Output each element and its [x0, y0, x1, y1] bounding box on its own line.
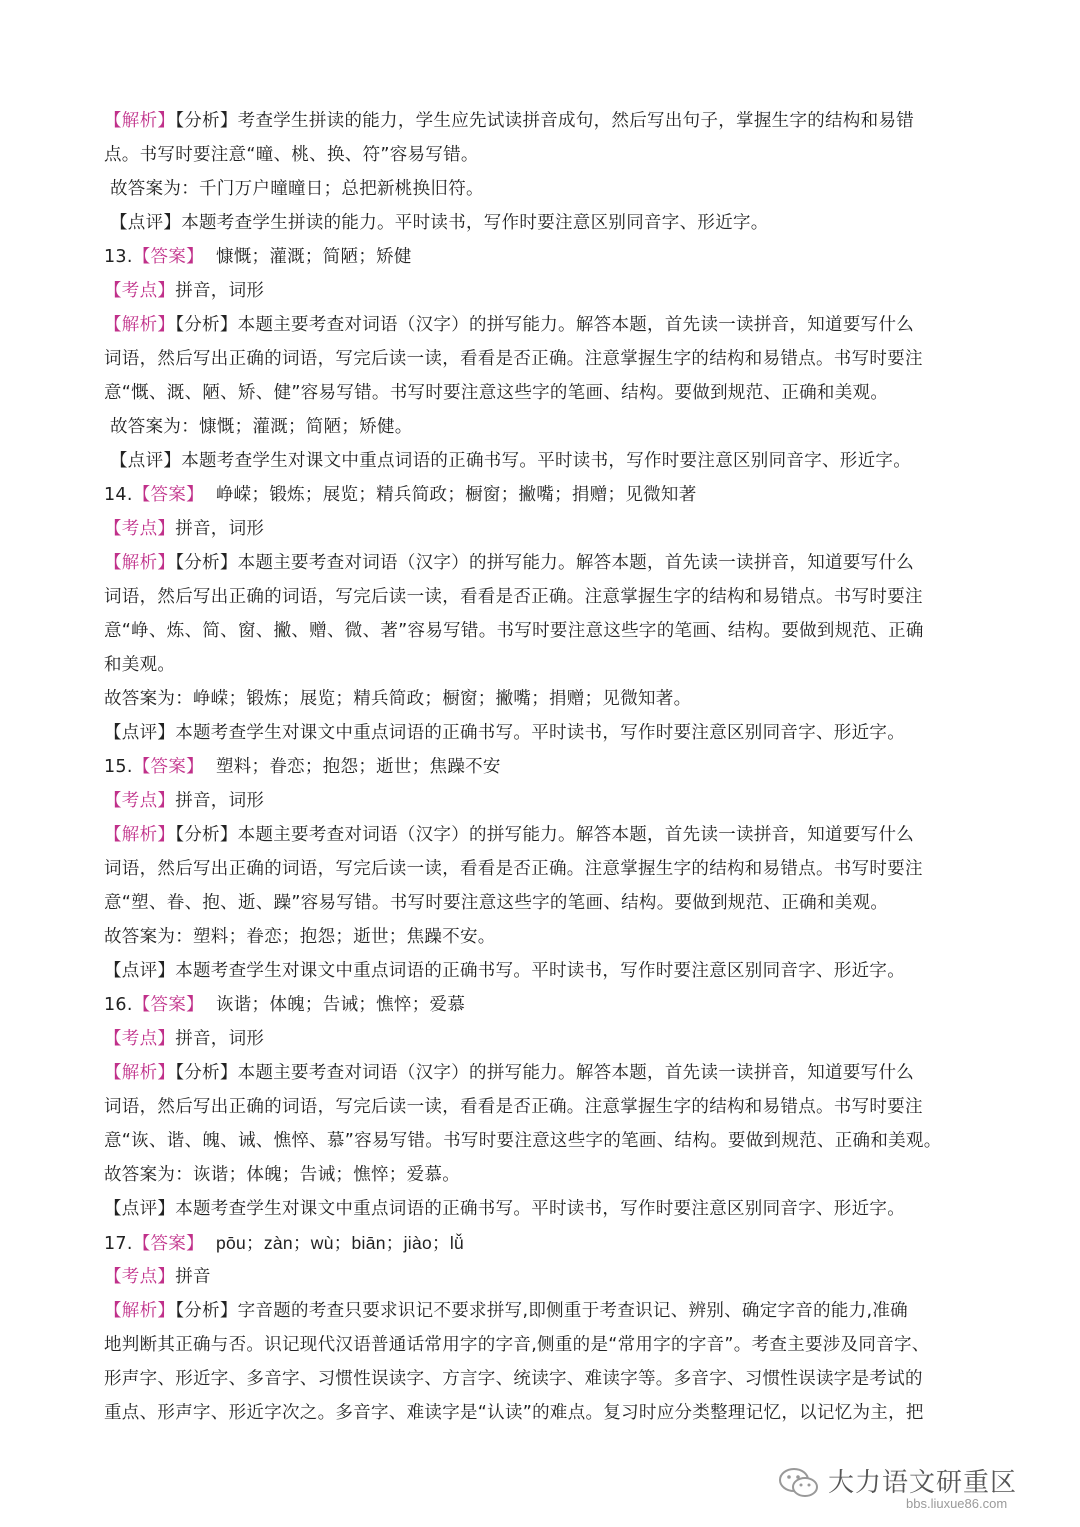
kaodian-text: 拼音，词形 — [175, 519, 265, 539]
question-number: 15. — [104, 757, 133, 777]
jiexi-text: 字音题的考查只要求识记不要求拼写,即侧重于考查识记、辨别、确定字音的能力,准确 — [237, 1301, 908, 1321]
watermark — [778, 1454, 1068, 1518]
daan-label: 【答案】 — [132, 247, 204, 267]
kaodian-label: 【考点】 — [104, 1267, 176, 1287]
dianping-text: 本题考查学生对课文中重点词语的正确书写。平时读书，写作时要注意区别同音字、形近字。 — [175, 961, 905, 981]
q15-kaodian — [104, 784, 980, 818]
q16-jiexi-line1 — [104, 1056, 980, 1090]
q17-jiexi-line3: 形声字、形近字、多音字、习惯性误读字、方言字、统读字、难读字等。多音字、习惯性误读字是考试的 — [104, 1369, 923, 1389]
kaodian-text: 拼音 — [175, 1267, 211, 1287]
dianping-label: 【点评】 — [104, 723, 176, 743]
jiexi-text: 本题主要考查对词语（汉字）的拼写能力。解答本题，首先读一读拼音，知道要写什么 — [237, 1063, 915, 1083]
kaodian-text: 拼音，词形 — [175, 1029, 265, 1049]
q14-jiexi-line4: 和美观。 — [104, 655, 176, 675]
dianping-label: 【点评】 — [110, 451, 182, 471]
q13-kaodian — [104, 274, 980, 308]
kaodian-text: 拼音，词形 — [175, 791, 265, 811]
q14-dianping — [104, 716, 980, 750]
q17-kaodian — [104, 1260, 980, 1294]
q13-jiexi-line1 — [104, 308, 980, 342]
q13-answer — [104, 240, 980, 274]
dianping-label: 【点评】 — [104, 1199, 176, 1219]
fenxi-label: 【分析】 — [175, 825, 238, 845]
q13-answer-line: 故答案为：慷慨；灌溉；简陋；矫健。 — [110, 417, 413, 437]
daan-label: 【答案】 — [132, 1234, 204, 1254]
fenxi-label: 【分析】 — [175, 1301, 238, 1321]
fenxi-label: 【分析】 — [175, 1063, 238, 1083]
answer-text: pōu；zàn；wù；biān；jiào；lǚ — [215, 1233, 465, 1253]
q16-dianping — [104, 1192, 980, 1226]
daan-label: 【答案】 — [132, 995, 204, 1015]
q15-answer — [104, 750, 980, 784]
q14-jiexi-line3: 意“峥、炼、简、窗、撇、赠、微、著”容易写错。书写时要注意这些字的笔画、结构。要做到规范、正确 — [104, 621, 924, 641]
q16-jiexi-line2: 词语，然后写出正确的词语，写完后读一读，看看是否正确。注意掌握生字的结构和易错点。书写时要注 — [104, 1097, 923, 1117]
kaodian-text: 拼音，词形 — [175, 281, 265, 301]
dianping-text: 本题考查学生对课文中重点词语的正确书写。平时读书，写作时要注意区别同音字、形近字。 — [175, 723, 905, 743]
q12-jiexi-line2: 点。书写时要注意“曈、桃、换、符”容易写错。 — [104, 145, 479, 165]
watermark-url: bbs.liuxue86.com — [906, 1496, 1008, 1511]
dianping-label: 【点评】 — [110, 213, 182, 233]
fenxi-label: 【分析】 — [175, 111, 238, 131]
watermark-text: 大力语文研重区 — [828, 1468, 1018, 1498]
q16-answer-line: 故答案为：诙谐；体魄；告诫；憔悴；爱慕。 — [104, 1165, 460, 1185]
q15-jiexi-line2: 词语，然后写出正确的词语，写完后读一读，看看是否正确。注意掌握生字的结构和易错点。书写时要注 — [104, 859, 923, 879]
q12-jiexi-line1 — [104, 104, 980, 138]
q15-jiexi-line3: 意“塑、眷、抱、逝、躁”容易写错。书写时要注意这些字的笔画、结构。要做到规范、正确和美观。 — [104, 893, 889, 913]
q13-dianping — [104, 444, 980, 478]
jiexi-label: 【解析】 — [104, 1063, 176, 1083]
q14-answer — [104, 478, 980, 512]
q14-jiexi-line1 — [104, 546, 980, 580]
answer-text: 塑料；眷恋；抱怨；逝世；焦躁不安 — [215, 757, 501, 777]
dianping-text: 本题考查学生对课文中重点词语的正确书写。平时读书，写作时要注意区别同音字、形近字。 — [175, 1199, 905, 1219]
jiexi-label: 【解析】 — [104, 1301, 176, 1321]
answer-text: 峥嵘；锻炼；展览；精兵简政；橱窗；撇嘴；捐赠；见微知著 — [215, 485, 697, 505]
q14-jiexi-line2: 词语，然后写出正确的词语，写完后读一读，看看是否正确。注意掌握生字的结构和易错点。书写时要注 — [104, 587, 923, 607]
q15-dianping — [104, 954, 980, 988]
kaodian-label: 【考点】 — [104, 1029, 176, 1049]
q12-answer-line: 故答案为：千门万户曈曈日；总把新桃换旧符。 — [110, 179, 484, 199]
q17-jiexi-line1 — [104, 1294, 980, 1328]
q13-jiexi-line3: 意“慨、溉、陋、矫、健”容易写错。书写时要注意这些字的笔画、结构。要做到规范、正确和美观。 — [104, 383, 889, 403]
jiexi-text: 本题主要考查对词语（汉字）的拼写能力。解答本题，首先读一读拼音，知道要写什么 — [237, 553, 915, 573]
kaodian-label: 【考点】 — [104, 281, 176, 301]
question-number: 13. — [104, 247, 133, 267]
q15-jiexi-line1 — [104, 818, 980, 852]
question-number: 14. — [104, 485, 133, 505]
answer-text: 慷慨；灌溉；简陋；矫健 — [215, 247, 412, 267]
q17-jiexi-line4: 重点、形声字、形近字次之。多音字、难读字是“认读”的难点。复习时应分类整理记忆，以记忆为主，把 — [104, 1403, 924, 1423]
kaodian-label: 【考点】 — [104, 519, 176, 539]
fenxi-label: 【分析】 — [175, 553, 238, 573]
q12-dianping — [104, 206, 980, 240]
dianping-label: 【点评】 — [104, 961, 176, 981]
jiexi-label: 【解析】 — [104, 553, 176, 573]
q15-answer-line: 故答案为：塑料；眷恋；抱怨；逝世；焦躁不安。 — [104, 927, 496, 947]
document-page — [104, 104, 980, 1430]
q13-jiexi-line2: 词语，然后写出正确的词语，写完后读一读，看看是否正确。注意掌握生字的结构和易错点。书写时要注 — [104, 349, 923, 369]
question-number: 16. — [104, 995, 133, 1015]
kaodian-label: 【考点】 — [104, 791, 176, 811]
jiexi-text: 本题主要考查对词语（汉字）的拼写能力。解答本题，首先读一读拼音，知道要写什么 — [237, 825, 915, 845]
jiexi-text: 考查学生拼读的能力，学生应先试读拼音成句，然后写出句子，掌握生字的结构和易错 — [237, 111, 915, 131]
jiexi-label: 【解析】 — [104, 111, 176, 131]
q14-kaodian — [104, 512, 980, 546]
q16-answer — [104, 988, 980, 1022]
jiexi-label: 【解析】 — [104, 315, 176, 335]
question-number: 17. — [104, 1234, 133, 1254]
answer-text: 诙谐；体魄；告诫；憔悴；爱慕 — [215, 995, 466, 1015]
q14-answer-line: 故答案为：峥嵘；锻炼；展览；精兵简政；橱窗；撇嘴；捐赠；见微知著。 — [104, 689, 692, 709]
q17-answer — [104, 1226, 980, 1260]
daan-label: 【答案】 — [132, 485, 204, 505]
jiexi-text: 本题主要考查对词语（汉字）的拼写能力。解答本题，首先读一读拼音，知道要写什么 — [237, 315, 915, 335]
wechat-icon — [778, 1466, 820, 1500]
q17-jiexi-line2: 地判断其正确与否。识记现代汉语普通话常用字的字音,侧重的是“常用字的字音”。考查主要涉及同音字、 — [104, 1335, 930, 1355]
fenxi-label: 【分析】 — [175, 315, 238, 335]
jiexi-label: 【解析】 — [104, 825, 176, 845]
daan-label: 【答案】 — [132, 757, 204, 777]
q16-jiexi-line3: 意“诙、谐、魄、诫、憔悴、慕”容易写错。书写时要注意这些字的笔画、结构。要做到规范、正确和美观。 — [104, 1131, 942, 1151]
dianping-text: 本题考查学生拼读的能力。平时读书，写作时要注意区别同音字、形近字。 — [181, 213, 769, 233]
dianping-text: 本题考查学生对课文中重点词语的正确书写。平时读书，写作时要注意区别同音字、形近字。 — [181, 451, 911, 471]
q16-kaodian — [104, 1022, 980, 1056]
